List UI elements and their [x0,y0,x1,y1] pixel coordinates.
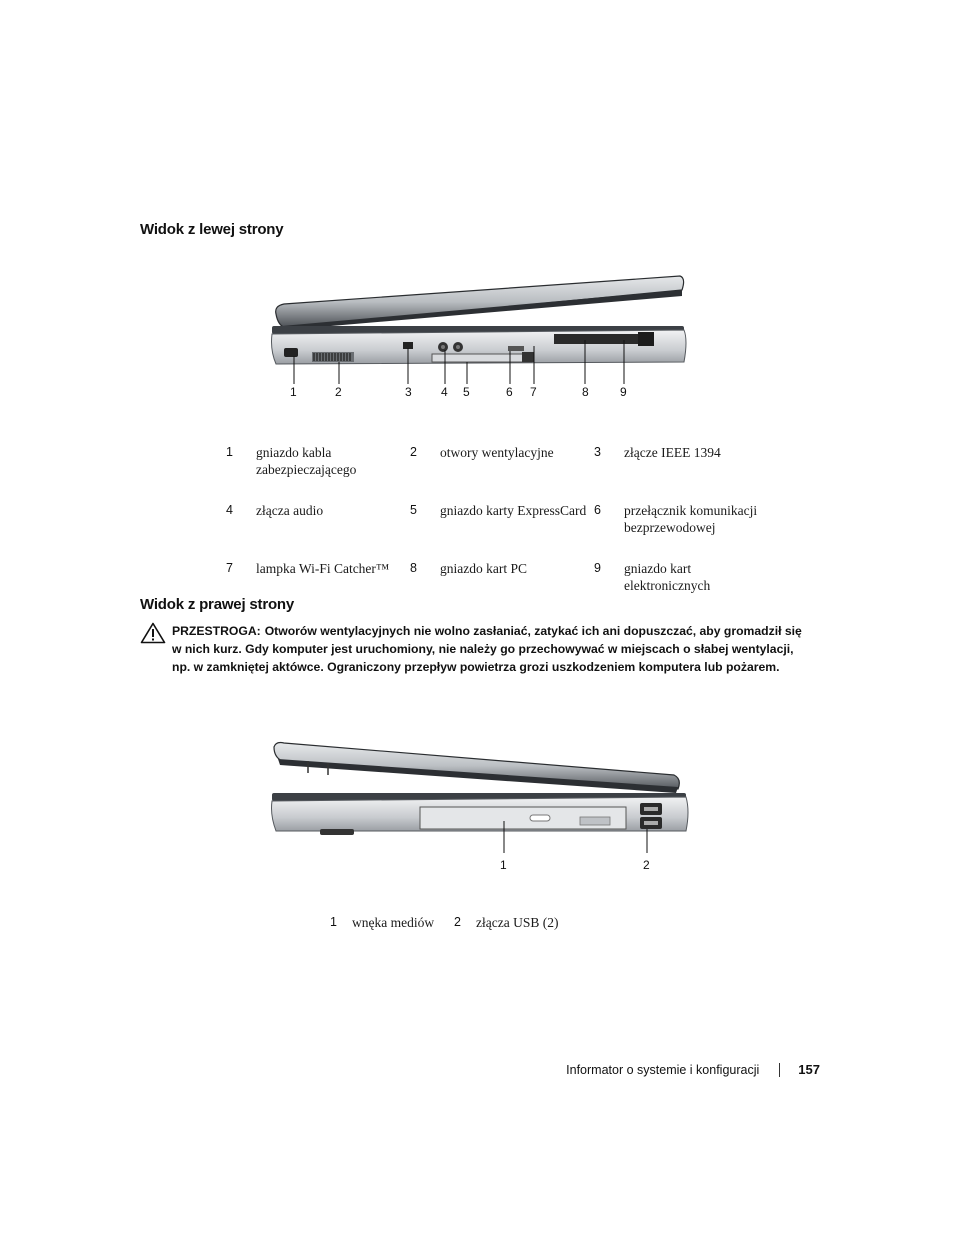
callout-2: 2 [335,385,342,399]
legend-number: 9 [594,561,601,575]
page-number: 157 [798,1062,820,1077]
callout-5: 5 [463,385,470,399]
legend-number: 8 [410,561,417,575]
legend-description: gniazdo kabla zabezpieczającego [256,445,357,477]
callout-4: 4 [441,385,448,399]
section-heading-right-view: Widok z prawej strony [140,596,295,613]
legend-number: 4 [226,503,233,517]
caution-label: PRZESTROGA: [172,624,261,638]
callout-3: 3 [405,385,412,399]
callout-2: 2 [643,858,650,872]
callout-8: 8 [582,385,589,399]
footer-title: Informator o systemie i konfiguracji [566,1062,760,1077]
legend-number: 1 [330,915,337,929]
legend-number: 7 [226,561,233,575]
section-heading-left-view: Widok z lewej strony [140,221,284,238]
legend-number: 5 [410,503,417,517]
laptop-left-side-illustration [262,268,692,404]
callout-6: 6 [506,385,513,399]
page-footer [566,1062,820,1077]
legend-number: 2 [410,445,417,459]
warning-triangle-icon [140,622,166,649]
callout-1: 1 [290,385,297,399]
legend-number: 2 [454,915,461,929]
legend-number: 1 [226,445,233,459]
callout-9: 9 [620,385,627,399]
footer-divider [779,1063,780,1077]
legend-description: złącza USB (2) [476,915,559,930]
legend-description: złącza audio [256,503,324,518]
legend-description: gniazdo karty ExpressCard [440,503,587,518]
legend-table-right-view [330,914,578,931]
legend-description: otwory wentylacyjne [440,445,554,460]
legend-description: lampka Wi-Fi Catcher™ [256,561,390,576]
legend-description: przełącznik komunikacji bezprzewodowej [624,503,758,535]
legend-number: 3 [594,445,601,459]
legend-description: złącze IEEE 1394 [624,445,721,460]
legend-description: gniazdo kart PC [440,561,527,576]
callout-7: 7 [530,385,537,399]
callout-1: 1 [500,858,507,872]
legend-description: gniazdo kart elektronicznych [624,561,711,593]
caution-text: Otworów wentylacyjnych nie wolno zasłaniać, zatykać ich ani dopuszczać, aby gromadził się w nich kurz. Gdy komputer jest uruchomiony, nie należy go przechowywać w miejscach o słabej wentylacji, np. w zamkniętej aktówce. Ograniczony przepływ powietrza grozi uszkodzeniem komputera lub pożarem. [172,624,802,674]
legend-table-left-view [226,444,778,618]
legend-number: 6 [594,503,601,517]
legend-description: wnęka mediów [352,915,435,930]
laptop-right-side-illustration [262,735,692,875]
caution-notice [140,622,810,676]
